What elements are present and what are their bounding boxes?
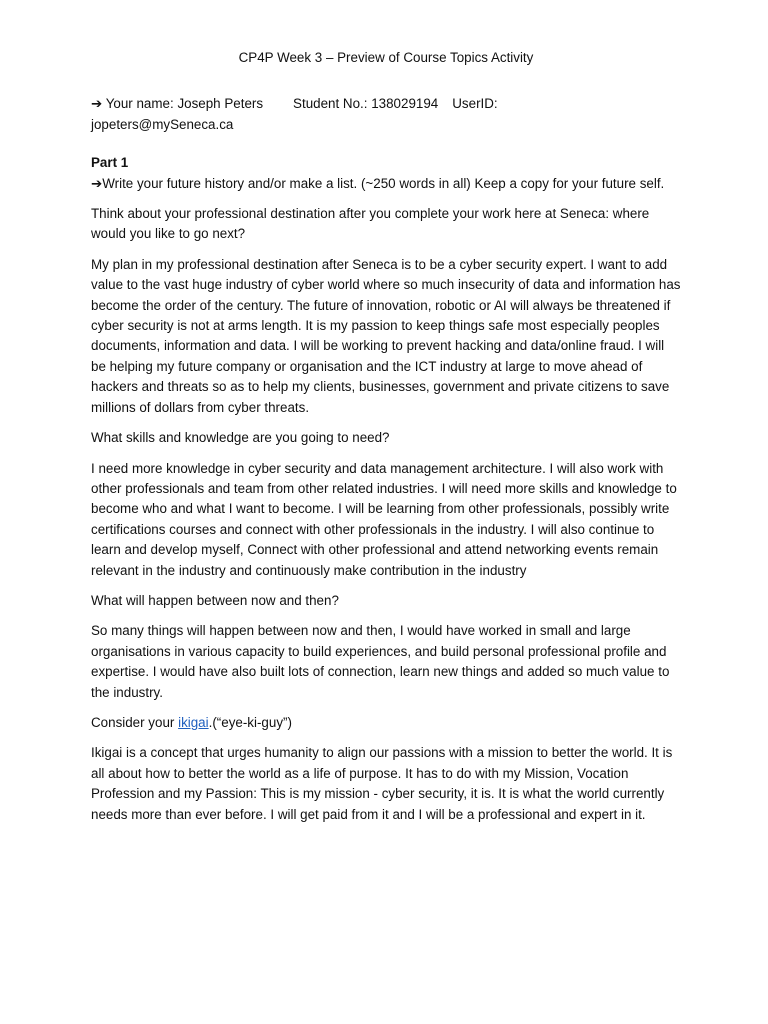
document-title: CP4P Week 3 – Preview of Course Topics Activity (238, 50, 534, 65)
ikigai-link[interactable]: ikigai (178, 714, 209, 730)
answer-4: Ikigai is a concept that urges humanity to align our passions with a mission to better the world. It is all about how to better the world as a life of purpose. It has to do with my Mission, Vocation Profession and my Passion: This is my mission - cyber security, it is. It is what the world currently needs more than ever before. I will get paid from it and I will be a professional and expert in it. (91, 745, 673, 822)
question-4-prefix: Consider your (91, 714, 179, 730)
question-2: What skills and knowledge are you going to need? (91, 430, 390, 446)
userid-value: jopeters@mySeneca.ca (91, 116, 234, 132)
part-1-instruction-line (91, 174, 681, 194)
student-info-line (91, 94, 681, 114)
name-value: Joseph Peters (173, 96, 264, 112)
part-1-instruction: Write your future history and/or make a list. (~250 words in all) Keep a copy for your future self. (102, 175, 665, 191)
part-1-heading: Part 1 (91, 155, 129, 171)
question-4 (91, 713, 681, 733)
student-number-value: 138029194 (367, 96, 439, 112)
question-1: Think about your professional destination after you complete your work here at Seneca: where would you like to go next? (91, 206, 650, 242)
question-4-suffix: .(“eye-ki-guy”) (208, 714, 292, 730)
userid-label: UserID: (452, 96, 498, 112)
student-number-label: Student No.: (293, 96, 368, 112)
name-label: Your name: (102, 96, 174, 112)
answer-3: So many things will happen between now and then, I would have worked in small and large organisations in various capacity to build experiences, and build personal professional profile and expertise. I would have also built lots of connection, learn new things and added so much value to the industry. (91, 623, 670, 700)
arrow-right-icon: ➔ (91, 96, 103, 112)
arrow-right-icon: ➔ (91, 175, 103, 191)
question-3: What will happen between now and then? (91, 592, 339, 608)
answer-1: My plan in my professional destination after Seneca is to be a cyber security expert. I want to add value to the vast huge industry of cyber world where so much insecurity of data and information has become the order of the century. The future of innovation, robotic or AI will always be threatened if cyber security is not at arms length. It is my passion to keep things safe most especially peoples documents, information and data. I will be working to prevent hacking and data/online fraud. I will be helping my future company or organisation and the ICT industry at large to move ahead of hackers and threats so as to help my clients, businesses, government and private citizens to save millions of dollars from cyber threats. (91, 256, 681, 415)
document-page (91, 48, 681, 835)
answer-2: I need more knowledge in cyber security and data management architecture. I will also work with other professionals and team from other related industries. I will need more skills and knowledge to become who and what I want to become. I will be learning from other professionals, possibly write certifications courses and connect with other professionals in the industry. I will also continue to learn and develop myself, Connect with other professional and attend networking events remain relevant in the industry and continuously make contribution in the industry (91, 460, 677, 578)
